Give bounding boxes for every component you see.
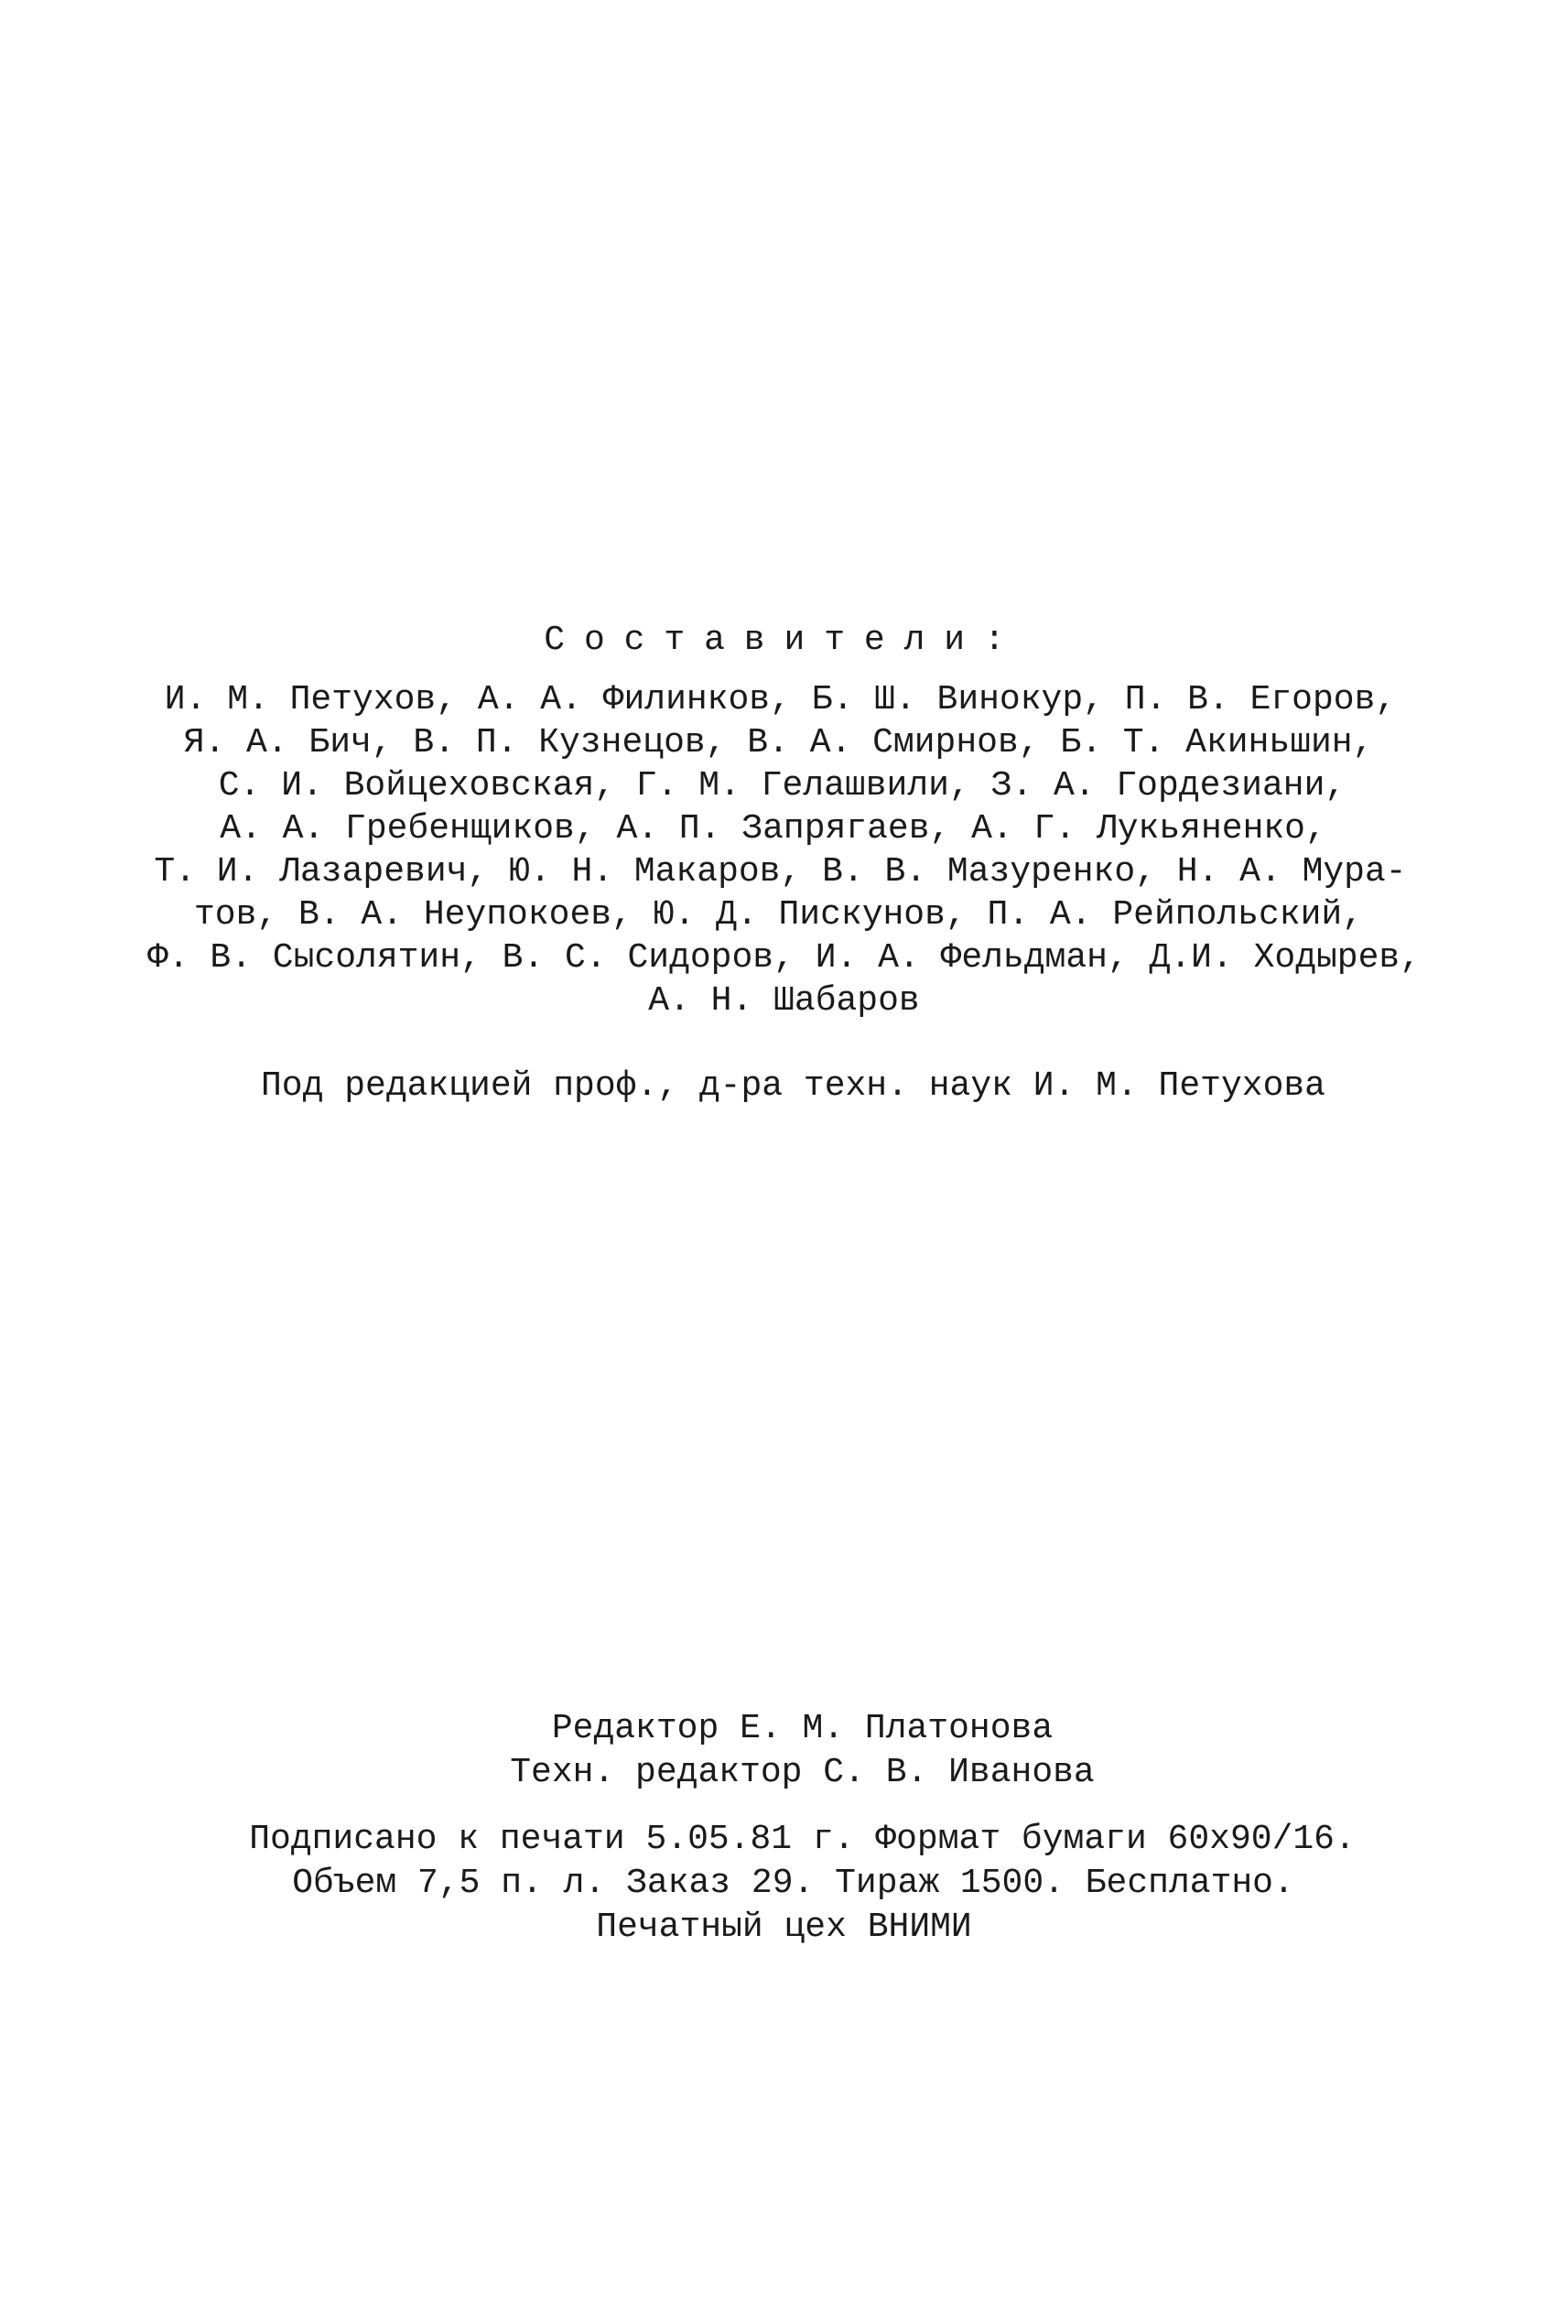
imprint-line: Печатный цех ВНИМИ — [596, 1908, 972, 1947]
imprint-line: Объем 7,5 п. л. Заказ 29. Тираж 1500. Бесплатно. — [292, 1864, 1294, 1903]
tech-editor-line: Техн. редактор С. В. Иванова — [510, 1753, 1095, 1792]
compilers-line: тов, В. А. Неупокоев, Ю. Д. Пискунов, П. А. Рейпольский, — [193, 895, 1363, 935]
compilers-line: Т. И. Лазаревич, Ю. Н. Макаров, В. В. Мазуренко, Н. А. Мура- — [154, 852, 1407, 892]
compilers-line: А. Н. Шабаров — [648, 981, 920, 1021]
compilers-line: С. И. Войцеховская, Г. М. Гелашвили, З. А. Гордезиани, — [218, 766, 1346, 805]
compilers-line: Я. А. Бич, В. П. Кузнецов, В. А. Смирнов, Б. Т. Акиньшин, — [183, 723, 1374, 762]
compilers-heading: Составители: — [544, 621, 1024, 660]
compilers-line: А. А. Гребенщиков, А. П. Запрягаев, А. Г. Лукьяненко, — [220, 809, 1326, 849]
imprint-line: Подписано к печати 5.05.81 г. Формат бумаги 60x90/16. — [249, 1820, 1356, 1859]
editor-line: Редактор Е. М. Платонова — [551, 1709, 1054, 1748]
compilers-line: Ф. В. Сысолятин, В. С. Сидоров, И. А. Фельдман, Д.И. Ходырев, — [146, 938, 1422, 978]
general-editor-line: Под редакцией проф., д-ра техн. наук И. М. Петухова — [261, 1066, 1325, 1106]
compilers-line: И. М. Петухов, А. А. Филинков, Б. Ш. Винокур, П. В. Егоров, — [164, 680, 1397, 719]
